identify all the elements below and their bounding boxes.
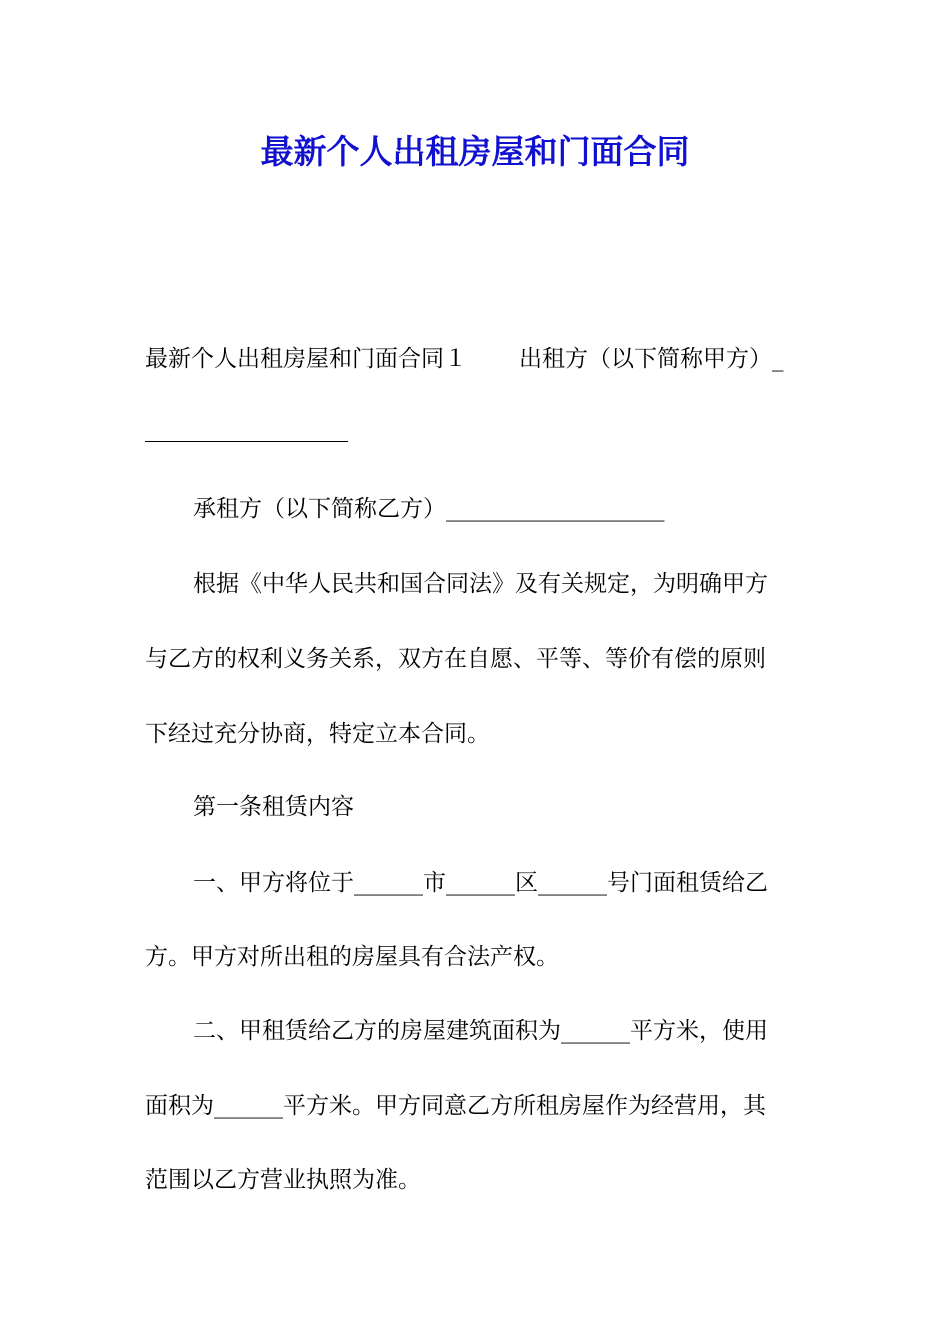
section-heading: 第一条租赁内容: [193, 794, 354, 820]
lessee-line: 承租方（以下简称乙方）___________________: [193, 496, 665, 522]
paragraph-line-9: 方。甲方对所出租的房屋具有合法产权。: [145, 944, 559, 970]
paragraph-line-6: 下经过充分协商，特定立本合同。: [145, 721, 490, 747]
document-title: 最新个人出租房屋和门面合同: [260, 132, 690, 171]
paragraph-line-11: 面积为______平方米。甲方同意乙方所租房屋作为经营用，其: [145, 1093, 766, 1119]
paragraph-line-12: 范围以乙方营业执照为准。: [145, 1167, 421, 1193]
paragraph-line-1: [145, 341, 810, 377]
lessor-blank-line: [145, 441, 348, 442]
contract-heading-inline: 最新个人出租房屋和门面合同１: [145, 346, 467, 372]
paragraph-line-4: 根据《中华人民共和国合同法》及有关规定，为明确甲方: [193, 571, 768, 597]
paragraph-line-10: 二、甲租赁给乙方的房屋建筑面积为______平方米，使用: [193, 1018, 768, 1044]
lessor-label: 出租方（以下简称甲方）_: [519, 346, 784, 372]
paragraph-line-5: 与乙方的权利义务关系，双方在自愿、平等、等价有偿的原则: [145, 646, 766, 672]
paragraph-line-8: 一、甲方将位于______市______区______号门面租赁给乙: [193, 870, 768, 896]
